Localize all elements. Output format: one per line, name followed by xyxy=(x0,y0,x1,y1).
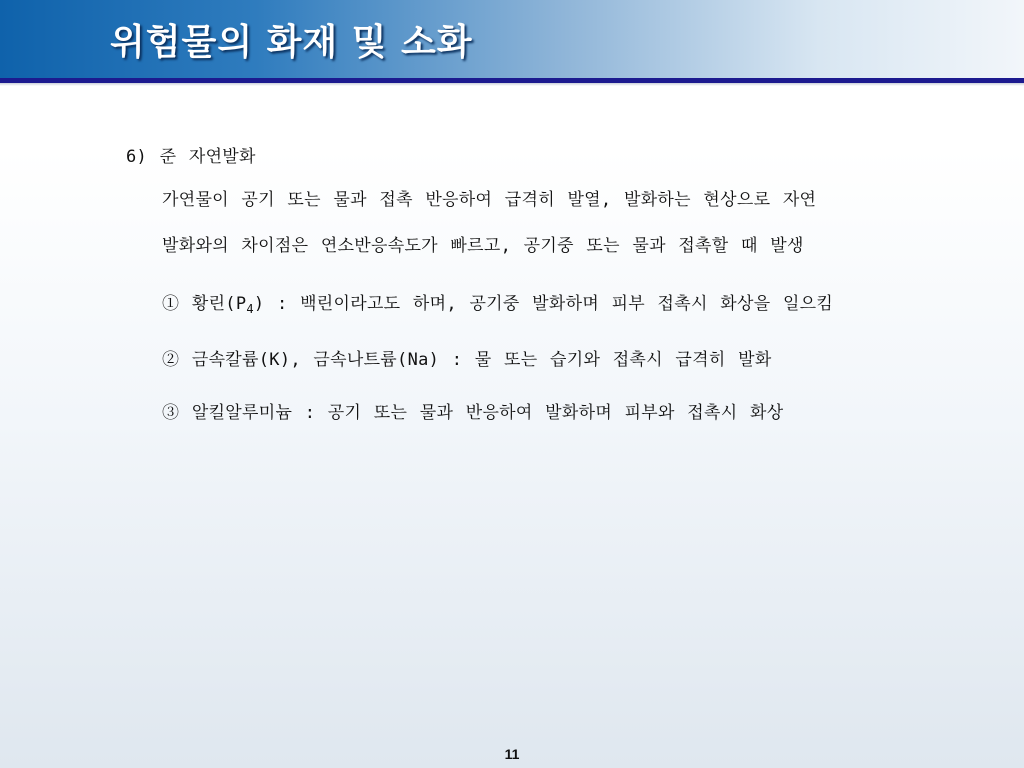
list-item-1 xyxy=(162,289,833,316)
page-number: 11 xyxy=(504,746,520,762)
list-item-2-text: 금속칼륨(K), 금속나트륨(Na) : 물 또는 습기와 접촉시 급격히 발화 xyxy=(191,350,772,370)
list-item-3 xyxy=(162,398,783,423)
list-item-2 xyxy=(162,345,772,370)
item-name-prefix: 황린(P xyxy=(191,294,247,314)
description-line-2: 발화와의 차이점은 연소반응속도가 빠르고, 공기중 또는 물과 접촉할 때 발생 xyxy=(162,236,804,256)
description-line-1: 가연물이 공기 또는 물과 접촉 반응하여 급격히 발열, 발화하는 현상으로 자연 xyxy=(162,190,817,210)
title-divider-shadow xyxy=(0,83,1024,86)
section-heading: 6) 준 자연발화 xyxy=(126,147,256,167)
list-marker-3: ③ xyxy=(162,403,180,423)
title-bar xyxy=(0,0,1024,78)
item-name-subscript: 4 xyxy=(246,302,254,316)
list-item-3-text: 알킬알루미늄 : 공기 또는 물과 반응하여 발화하며 피부와 접촉시 화상 xyxy=(191,403,784,423)
item-name-suffix: ) xyxy=(253,294,265,314)
list-marker-2: ② xyxy=(162,350,180,370)
list-marker-1: ① xyxy=(162,294,180,314)
slide-title: 위험물의 화재 및 소화 xyxy=(110,21,473,63)
list-item-1-text: : 백린이라고도 하며, 공기중 발화하며 피부 접촉시 화상을 일으킴 xyxy=(277,294,834,314)
